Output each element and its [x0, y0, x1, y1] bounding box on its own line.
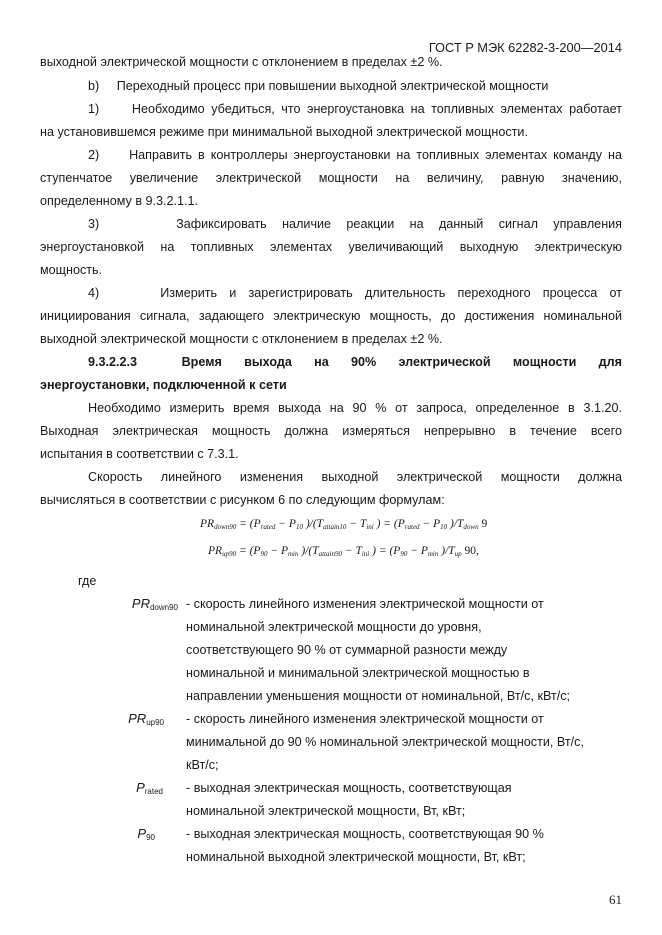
section-heading: 9.3.2.2.3 Время выхода на 90% электрической мощности для [88, 355, 622, 369]
document-header: ГОСТ Р МЭК 62282-3-200—2014 [428, 40, 622, 55]
page-number: 61 [609, 892, 622, 907]
text-line: на установившемся режиме при минимальной выходной электрической мощности. [40, 125, 528, 139]
text-line: 3) Зафиксировать наличие реакции на данный сигнал управления [88, 217, 622, 231]
section-heading: энергоустановки, подключенной к сети [40, 378, 287, 392]
text-line: выходной электрической мощности с отклонением в пределах ±2 %. [40, 332, 443, 346]
text-line: определенному в 9.3.2.1.1. [40, 194, 199, 208]
text-line: Скорость линейного изменения выходной электрической мощности должна [88, 470, 622, 484]
text-line: 1) Необходимо убедиться, что энергоустановка на топливных элементах работает [88, 102, 622, 116]
text-line: Выходная электрическая мощность должна измеряться непрерывно в течение всего [40, 424, 622, 438]
formula-down90: $PR_{down90} = (P_{rated} - P_{10}$ )$/(T_{attain10} - T_{ini}$ ) = ($P_{rated} - P_{10}$ )$/T_{down}$ 9 [200, 518, 488, 531]
formula-up90: $PR_{up90} = (P_{90} - P_{min}$ )$/(T_{attain90} - T_{ini}$ ) = ($P_{90} - P_{min}$ )$/T_{up}$ 90, [208, 545, 479, 558]
text-line: b) Переходный процесс при повышении выходной электрической мощности [88, 79, 549, 93]
definition-symbol: $PR_{up90}$ [128, 711, 164, 727]
definition-text: - скорость линейного изменения электрической мощности от минимальной до 90 % номинальной электрической мощности, Вт/с, кВт/с; [186, 712, 584, 772]
definition-text: - скорость линейного изменения электрической мощности от номинальной электрической мощности до уровня, соответствующего 90 % от суммарной разности между номинальной и минимальной электрической мощностью в направлении уменьшения мощности от номинальной, Вт/с, кВт/с; [186, 597, 570, 703]
where-label: где [78, 574, 97, 588]
text-line: мощность. [40, 263, 103, 277]
text-line: ступенчатое увеличение электрической мощности на величину, равную значению, [40, 171, 622, 185]
text-line: вычисляться в соответствии с рисунком 6 по следующим формулам: [40, 493, 445, 507]
definition-text: - выходная электрическая мощность, соответствующая номинальной электрической мощности, Вт, кВт; [186, 781, 512, 818]
text-line: инициирования сигнала, задающего электрическую мощность, до достижения номинальной [40, 309, 622, 323]
text-line: выходной электрической мощности с отклонением в пределах ±2 %. [40, 55, 443, 69]
text-line: 2) Направить в контроллеры энергоустановки на топливных элементах команду на [88, 148, 622, 162]
text-line: Необходимо измерить время выхода на 90 % от запроса, определенное в 3.1.20. [88, 401, 622, 415]
text-line: испытания в соответствии с 7.3.1. [40, 447, 239, 461]
text-line: 4) Измерить и зарегистрировать длительность переходного процесса от [88, 286, 622, 300]
definition-text: - выходная электрическая мощность, соответствующая 90 % номинальной выходной электрической мощности, Вт, кВт; [186, 827, 544, 864]
definition-symbol: $PR_{down90}$ [131, 596, 178, 612]
text-line: энергоустановкой на топливных элементах увеличивающий выходную электрическую [40, 240, 622, 254]
definition-symbol: $P_{90}$ [137, 826, 155, 842]
definition-symbol: $P_{rated}$ [136, 780, 163, 796]
